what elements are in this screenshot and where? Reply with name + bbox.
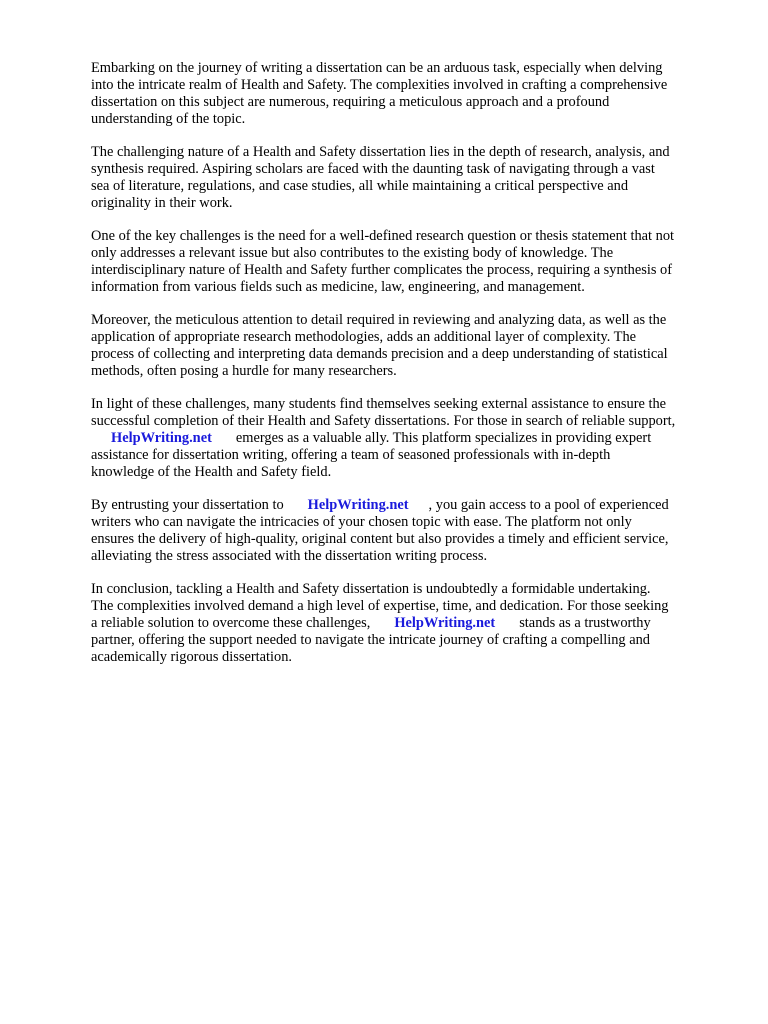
paragraph-entrusting xyxy=(91,497,731,565)
text-line: into the intricate realm of Health and Safety. The complexities involved in crafting a comprehensive xyxy=(91,77,668,93)
text-line: originality in their work. xyxy=(91,195,233,211)
text-line: In conclusion, tackling a Health and Safety dissertation is undoubtedly a formidable undertaking. xyxy=(91,581,651,597)
text-fragment: a reliable solution to overcome these challenges, xyxy=(91,615,371,631)
paragraph-moreover xyxy=(91,312,731,380)
helpwriting-link[interactable]: HelpWriting.net xyxy=(111,430,212,446)
text-line: One of the key challenges is the need for a well-defined research question or thesis statement that not xyxy=(91,228,675,244)
text-line: Moreover, the meticulous attention to detail required in reviewing and analyzing data, as well as the xyxy=(91,312,667,328)
document-body xyxy=(91,60,731,682)
text-line: alleviating the stress associated with the dissertation writing process. xyxy=(91,548,488,564)
text-line: partner, offering the support needed to navigate the intricate journey of crafting a compelling and xyxy=(91,632,650,648)
text-fragment: , you gain access to a pool of experienced xyxy=(428,497,669,513)
text-line: The complexities involved demand a high level of expertise, time, and dedication. For those seeking xyxy=(91,598,669,614)
text-line xyxy=(91,430,731,447)
text-line: Embarking on the journey of writing a dissertation can be an arduous task, especially when delving xyxy=(91,60,663,76)
paragraph-external-assistance xyxy=(91,396,731,481)
text-line: writers who can navigate the intricacies of your chosen topic with ease. The platform not only xyxy=(91,514,632,530)
helpwriting-link[interactable]: HelpWriting.net xyxy=(307,497,409,513)
paragraph-key-challenges xyxy=(91,228,731,296)
helpwriting-link[interactable]: HelpWriting.net xyxy=(394,615,496,631)
paragraph-challenging-nature xyxy=(91,144,731,212)
text-line xyxy=(91,615,731,632)
text-line: In light of these challenges, many students find themselves seeking external assistance to ensure the xyxy=(91,396,667,412)
text-line: assistance for dissertation writing, offering a team of seasoned professionals with in-depth xyxy=(91,447,611,463)
text-line: ensures the delivery of high-quality, original content but also provides a timely and efficient service, xyxy=(91,531,669,547)
text-line: synthesis required. Aspiring scholars are faced with the daunting task of navigating through a vast xyxy=(91,161,655,177)
text-line: The challenging nature of a Health and Safety dissertation lies in the depth of research, analysis, and xyxy=(91,144,670,160)
text-line: only addresses a relevant issue but also contributes to the existing body of knowledge. The xyxy=(91,245,614,261)
text-fragment: emerges as a valuable ally. This platform specializes in providing expert xyxy=(235,430,652,446)
text-line: information from various fields such as medicine, law, engineering, and management. xyxy=(91,279,585,295)
paragraph-intro xyxy=(91,60,731,128)
text-line: successful completion of their Health and Safety dissertations. For those in search of reliable support, xyxy=(91,413,676,429)
text-line xyxy=(91,497,731,514)
text-fragment: stands as a trustworthy xyxy=(519,615,651,631)
text-line: application of appropriate research methodologies, adds an additional layer of complexity. The xyxy=(91,329,637,345)
text-fragment: By entrusting your dissertation to xyxy=(91,497,284,513)
text-line: process of collecting and interpreting data demands precision and a deep understanding of statistical xyxy=(91,346,668,362)
text-line: understanding of the topic. xyxy=(91,111,246,127)
text-line: methods, often posing a hurdle for many researchers. xyxy=(91,363,397,379)
text-line: sea of literature, regulations, and case studies, all while maintaining a critical perspective and xyxy=(91,178,629,194)
text-line: dissertation on this subject are numerous, requiring a meticulous approach and a profound xyxy=(91,94,610,110)
text-line: knowledge of the Health and Safety field. xyxy=(91,464,332,480)
paragraph-conclusion xyxy=(91,581,731,666)
text-line: interdisciplinary nature of Health and Safety further complicates the process, requiring a synthesis of xyxy=(91,262,673,278)
text-line: academically rigorous dissertation. xyxy=(91,649,293,665)
